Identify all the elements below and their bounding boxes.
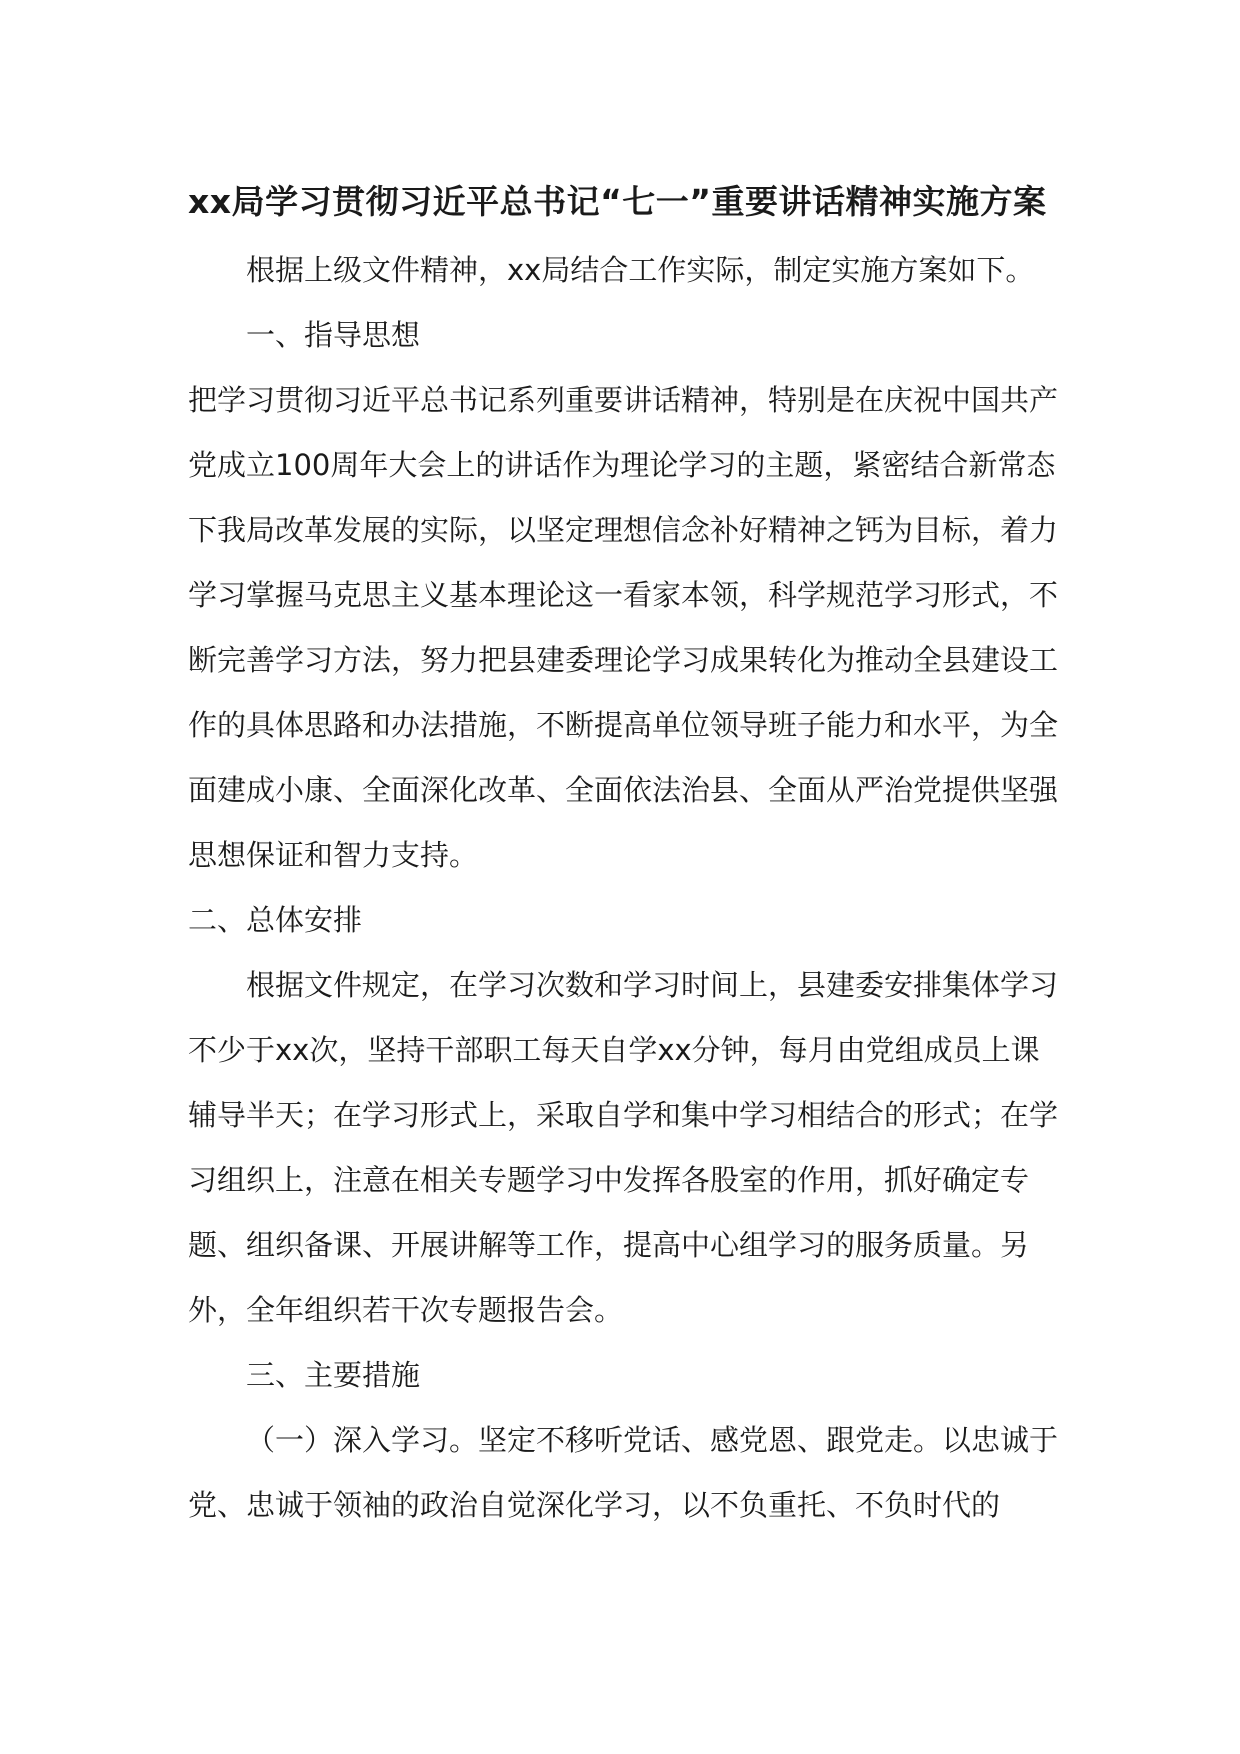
paragraph-intro: 根据上级文件精神，xx局结合工作实际，制定实施方案如下。 xyxy=(246,253,1035,287)
document-page xyxy=(188,170,1068,1538)
heading-overall-arrangement: 二、总体安排 xyxy=(188,903,363,937)
paragraph-guiding-ideology: 把学习贯彻习近平总书记系列重要讲话精神，特别是在庆祝中国共产党成立100周年大会上的讲话作为理论学习的主题，紧密结合新常态下我局改革发展的实际，以坚定理想信念补好精神之钙为目标，着力学习掌握马克思主义基本理论这一看家本领，科学规范学习形式，不断完善学习方法，努力把县建委理论学习成果转化为推动全县建设工作的具体思路和办法措施，不断提高单位领导班子能力和水平，为全面建成小康、全面深化改革、全面依法治县、全面从严治党提供坚强思想保证和智力支持。 xyxy=(188,383,1059,872)
heading-guiding-ideology: 一、指导思想 xyxy=(246,318,421,352)
paragraph-overall-arrangement: 根据文件规定，在学习次数和学习时间上，县建委安排集体学习不少于xx次，坚持干部职工每天自学xx分钟，每月由党组成员上课辅导半天；在学习形式上，采取自学和集中学习相结合的形式；在学习组织上，注意在相关专题学习中发挥各股室的作用，抓好确定专题、组织备课、开展讲解等工作，提高中心组学习的服务质量。另外，全年组织若干次专题报告会。 xyxy=(188,968,1059,1327)
paragraph-main-measures: （一）深入学习。坚定不移听党话、感党恩、跟党走。以忠诚于党、忠诚于领袖的政治自觉深化学习，以不负重托、不负时代的 xyxy=(188,1423,1059,1522)
document-body xyxy=(188,238,1068,1538)
heading-main-measures: 三、主要措施 xyxy=(246,1358,421,1392)
document-title: xx局学习贯彻习近平总书记“七一”重要讲话精神实施方案 xyxy=(188,182,1047,221)
